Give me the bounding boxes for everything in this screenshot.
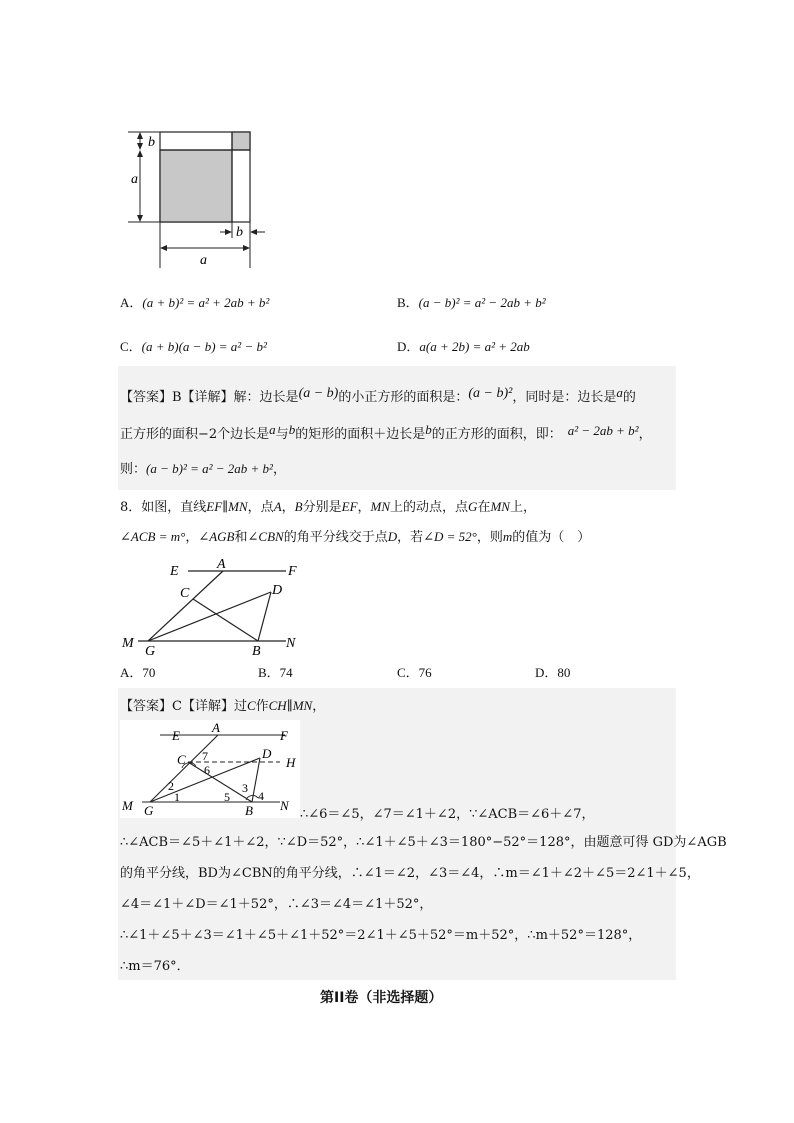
- line-CB: [193, 599, 258, 641]
- option-d: [397, 337, 530, 358]
- svg-text:A: A: [217, 557, 226, 572]
- svg-text:B: B: [252, 644, 261, 659]
- option-b-formula: (a − b)² = a² − 2ab + b²: [418, 295, 546, 310]
- svg-text:M: M: [122, 636, 134, 651]
- q8-figure: [118, 555, 318, 660]
- option-d-formula: a(a + 2b) = a² + 2ab: [419, 339, 530, 354]
- line-GD: [148, 592, 271, 641]
- answer-q8-line2: ∴∠ACB＝∠5＋∠1＋∠2，∵∠D＝52°，∴∠1＋∠5＋∠3＝180°−52°＝128°，由题意可得 GD为∠AGB: [120, 835, 727, 850]
- option-c-formula: (a + b)(a − b) = a² − b²: [141, 339, 267, 354]
- svg-text:D: D: [262, 746, 272, 761]
- option-c: [120, 337, 267, 358]
- answer-q8-after-fig: ∴∠6＝∠5，∠7＝∠1＋∠2，∵∠ACB＝∠6＋∠7，: [300, 807, 595, 822]
- svg-text:N: N: [280, 798, 289, 813]
- label-a-bottom: a: [200, 253, 207, 268]
- q8-option-a: A．70: [120, 665, 156, 680]
- svg-text:E: E: [170, 564, 179, 579]
- square-diagram: [120, 120, 280, 275]
- answer-q8-line1: 【答案】C【详解】过C作CH∥MN，: [120, 698, 326, 714]
- option-c-letter: C．: [120, 339, 142, 354]
- option-a-letter: A．: [120, 295, 143, 310]
- q8-option-d: D．80: [535, 665, 571, 680]
- svg-text:3: 3: [242, 781, 248, 795]
- option-a-formula: (a + b)² = a² + 2ab + b²: [142, 295, 270, 310]
- answer-q8-line4: ∠4＝∠1＋∠D＝∠1＋52°，∴∠3＝∠4＝∠1＋52°，: [120, 897, 433, 912]
- answer-q7-line3: 则：(a − b)² = a² − 2ab + b²，: [120, 461, 286, 477]
- section-title: 第II卷（非选择题）: [320, 990, 443, 1006]
- svg-text:6: 6: [204, 763, 210, 777]
- label-b-left: b: [148, 135, 155, 150]
- q8-option-b: B．74: [258, 665, 293, 680]
- option-b: [397, 293, 546, 314]
- label-a-left: a: [131, 172, 138, 187]
- option-b-letter: B．: [397, 295, 419, 310]
- q8-option-c: C．76: [397, 665, 432, 680]
- answer-q8-line6: ∴m＝76°．: [120, 959, 190, 974]
- svg-text:A: A: [212, 720, 220, 735]
- svg-text:H: H: [286, 755, 296, 770]
- svg-text:G: G: [145, 644, 156, 659]
- shaded-square-b: [232, 132, 250, 150]
- answer-figure: [120, 720, 300, 818]
- answer-q8-line5: ∴∠1＋∠5＋∠3＝∠1＋∠5＋∠1＋52°＝2∠1＋∠5＋52°＝m＋52°，∴m＋52°＝128°，: [120, 928, 642, 943]
- q8-line1: 8．如图，直线EF∥MN，点A，B分别是EF，MN上的动点，点G在MN上，: [120, 499, 536, 515]
- option-d-letter: D．: [397, 339, 420, 354]
- answer-q7-line1: 【答案】B【详解】解：边长是(a − b)的小正方形的面积是：(a − b)²，同时是：边长是a的: [120, 385, 636, 405]
- svg-text:E: E: [172, 728, 180, 743]
- q8-line2: ∠ACB = m°，∠AGB和∠CBN的角平分线交于点D，若∠D = 52°，则m的值为（ ）: [120, 529, 591, 545]
- svg-text:7: 7: [202, 749, 208, 763]
- line-GA: [148, 571, 223, 641]
- svg-text:2: 2: [168, 779, 174, 793]
- svg-text:5: 5: [224, 790, 230, 804]
- svg-text:4: 4: [258, 789, 264, 803]
- svg-text:F: F: [288, 564, 297, 579]
- svg-text:G: G: [144, 803, 154, 818]
- svg-text:C: C: [177, 752, 186, 767]
- svg-text:D: D: [272, 583, 283, 598]
- answer-q8-line3: 的角平分线，BD为∠CBN的角平分线，∴∠1＝∠2，∠3＝∠4，∴m＝∠1＋∠2＋∠5＝2∠1＋∠5，: [120, 866, 700, 881]
- svg-text:C: C: [180, 586, 190, 601]
- svg-text:F: F: [280, 728, 288, 743]
- svg-text:M: M: [122, 798, 133, 813]
- option-a: [120, 293, 269, 314]
- svg-text:1: 1: [174, 790, 180, 804]
- line-DB: [258, 592, 271, 641]
- shaded-square-a: [160, 150, 232, 222]
- svg-text:N: N: [286, 636, 296, 651]
- svg-text:B: B: [245, 803, 253, 818]
- answer-q7-line2: 正方形的面积−2个边长是a与b的矩形的面积＋边长是b的正方形的面积，即： a² − 2ab + b²，: [120, 422, 652, 442]
- label-b-bottom: b: [236, 225, 243, 240]
